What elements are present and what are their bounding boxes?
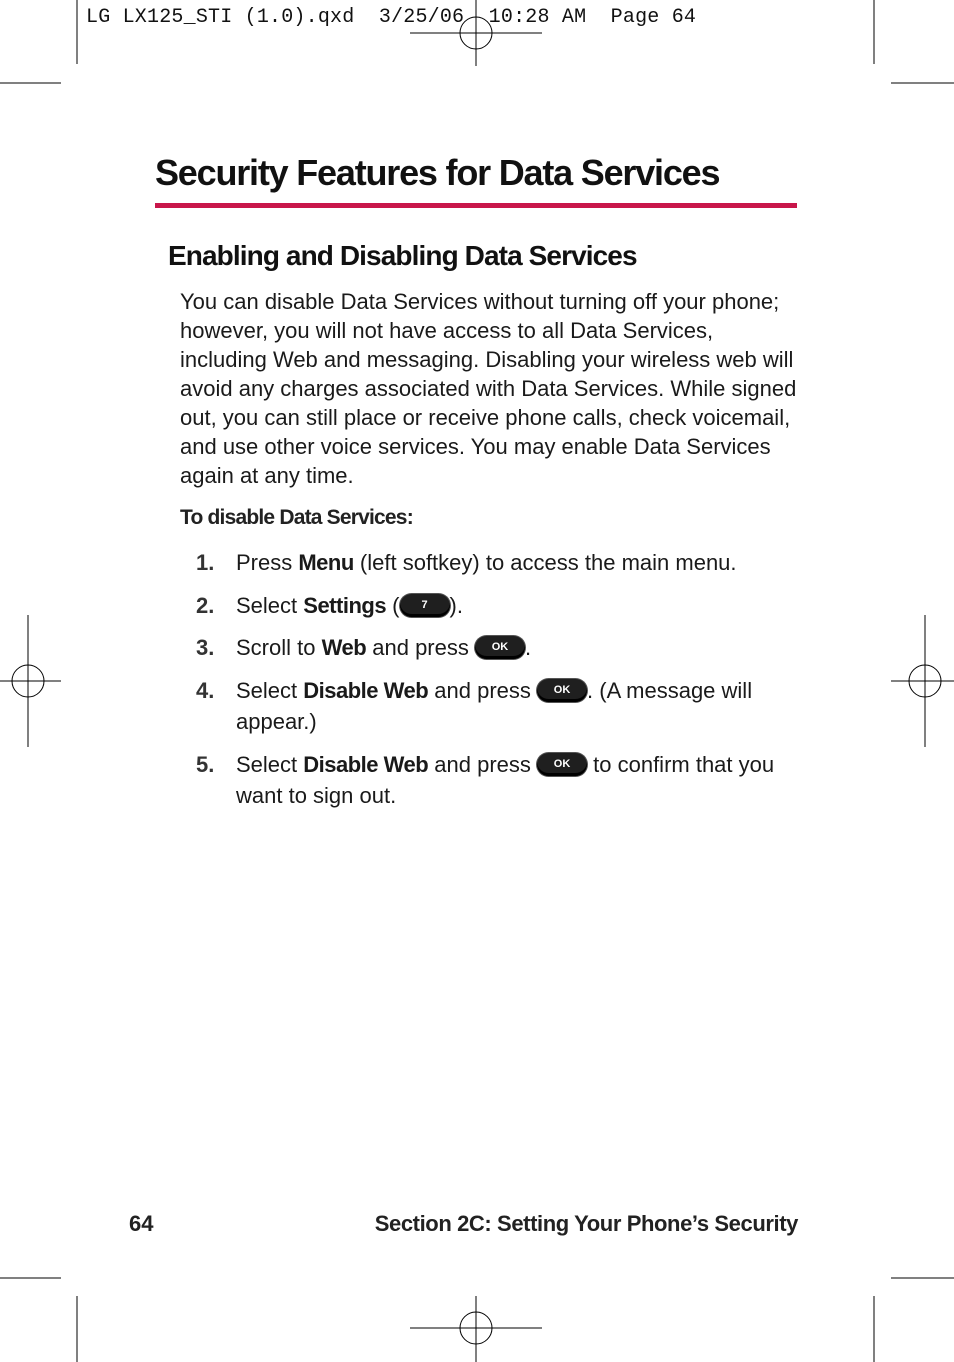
step-emphasis: Web [321,635,367,660]
step-text [236,749,796,811]
step-text-part: and press [428,678,538,703]
step-text-part: and press [428,752,538,777]
step-number: 4. [196,678,215,703]
procedure-heading: To disable Data Services: [180,506,413,529]
step-text-part: and press [366,635,475,660]
step-text-part: . [524,635,532,660]
registration-mark-right [891,615,954,747]
step-number: 1. [196,550,215,575]
key-7-icon: 7 [400,594,450,617]
step-text-part: ( [386,593,400,618]
step-emphasis: Menu [298,550,354,575]
step-text-part: to confirm that you want to sign out. [236,752,775,808]
step-text-part: Select [236,752,304,777]
footer-page-number: 64 [129,1211,154,1236]
step-number: 5. [196,752,215,777]
step-number: 3. [196,635,215,660]
print-slug-line: LG LX125_STI (1.0).qxd 3/25/06 10:28 AM Page 64 [86,6,697,29]
step-text-part: . (A message will appear.) [236,678,753,734]
step-emphasis: Disable Web [303,752,429,777]
registration-mark-top [410,0,542,66]
ok-key-icon: OK [537,679,587,702]
step-text-part: Select [236,678,304,703]
step-emphasis: Settings [303,593,387,618]
intro-paragraph: You can disable Data Services without turning off your phone; however, you will not have access to all Data Services, including Web and messaging. Disabling your wireless web will avoid any charges associated with Data Services. While signed out, you can still place or receive phone calls, check voicemail, and use other voice services. You may enable Data Services again at any time. [180,289,797,488]
step-text-part: ). [449,593,463,618]
step-text [236,547,796,578]
step-text [236,675,796,737]
page-title: Security Features for Data Services [155,152,720,193]
registration-mark-bottom [410,1296,542,1362]
section-heading: Enabling and Disabling Data Services [168,240,637,271]
step-text-part: Scroll to [236,635,322,660]
registration-mark-left [0,615,61,747]
ok-key-icon: OK [537,753,587,776]
step-text-part: (left softkey) to access the main menu. [353,550,737,575]
step-text [236,632,796,663]
ok-key-icon: OK [475,636,525,659]
step-emphasis: Disable Web [303,678,429,703]
step-text-part: Select [236,593,304,618]
step-text [236,590,796,621]
footer-section-title: Section 2C: Setting Your Phone’s Security [374,1211,798,1236]
step-number: 2. [196,593,215,618]
title-underline-rule [155,203,797,208]
step-text-part: Press [236,550,299,575]
